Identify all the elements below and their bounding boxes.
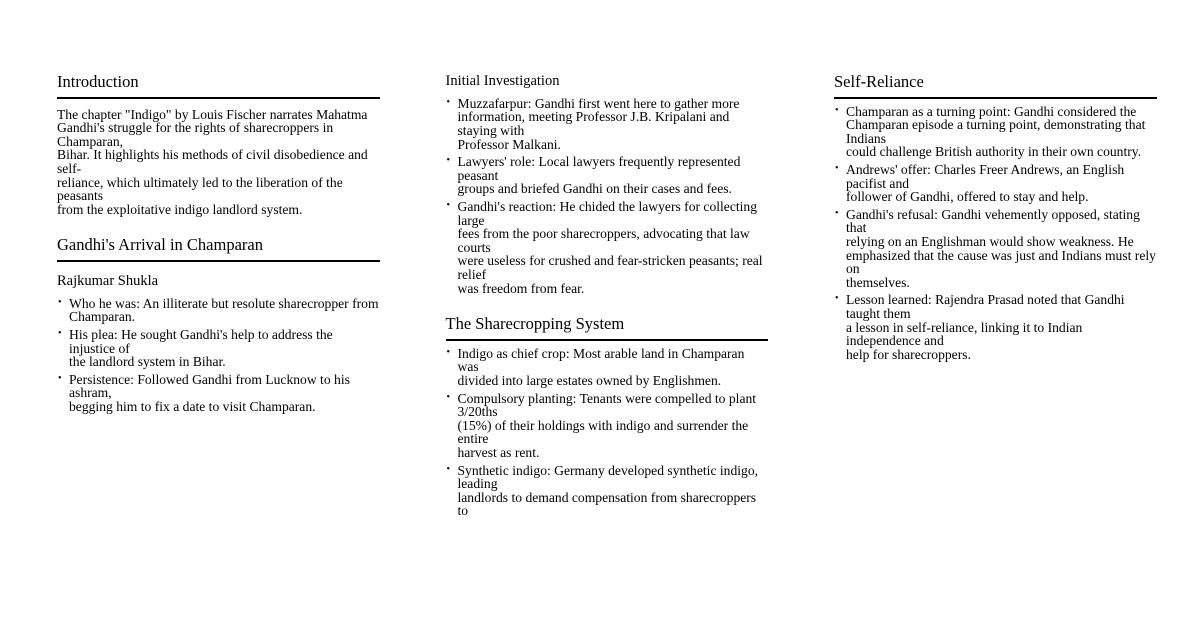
text-line: • Lawyers' role: Local lawyers frequently represented peasant bbox=[457, 154, 741, 183]
section-self-reliance bbox=[834, 72, 1157, 361]
text-line: • Synthetic indigo: Germany developed synthetic indigo, leading bbox=[457, 462, 759, 492]
text-line: a lesson in self-reliance, linking it to Indian independence and bbox=[846, 319, 1083, 349]
list-item bbox=[57, 373, 380, 414]
text-line: were useless for crushed and fear-stricken peasants; real relief bbox=[457, 253, 763, 282]
text-line: • Andrews' offer: Charles Freer Andrews, an English pacifist and bbox=[846, 162, 1125, 191]
text-line: was freedom from fear. bbox=[457, 280, 585, 296]
list-item bbox=[57, 328, 380, 369]
text-line: • His plea: He sought Gandhi's help to address the injustice of bbox=[69, 327, 333, 356]
text-line: emphasized that the cause was just and Indians must rely on bbox=[846, 247, 1156, 277]
section-the-sharecropping-system bbox=[446, 314, 769, 518]
text-line: from the exploitative indigo landlord system. bbox=[57, 201, 303, 217]
text-line: Bihar. It highlights his methods of civil disobedience and self- bbox=[57, 147, 368, 176]
bullet-list bbox=[446, 97, 769, 295]
text-line: • Persistence: Followed Gandhi from Lucknow to his ashram, bbox=[69, 371, 350, 401]
subsection-heading-rajkumar-shukla: Rajkumar Shukla bbox=[57, 273, 159, 289]
text-line: • Indigo as chief crop: Most arable land in Champaran was bbox=[457, 345, 745, 375]
text-line: the landlord system in Bihar. bbox=[69, 354, 226, 370]
subsection-initial-investigation bbox=[446, 72, 769, 295]
text-line: • Compulsory planting: Tenants were compelled to plant 3/20ths bbox=[457, 390, 757, 420]
list-item bbox=[446, 347, 769, 388]
text-line: Gandhi's struggle for the rights of sharecroppers in Champaran, bbox=[57, 120, 334, 149]
list-item bbox=[834, 163, 1157, 204]
text-line: (15%) of their holdings with indigo and surrender the entire bbox=[457, 417, 749, 447]
section-introduction bbox=[57, 72, 380, 216]
list-item bbox=[446, 464, 769, 518]
text-line: reliance, which ultimately led to the liberation of the peasants bbox=[57, 174, 343, 204]
section-gandhis-arrival-in-champaran bbox=[57, 235, 380, 262]
text-line: harvest as rent. bbox=[457, 444, 540, 460]
text-line: • Gandhi's refusal: Gandhi vehemently opposed, stating that bbox=[846, 206, 1140, 236]
text-line: • Muzzafarpur: Gandhi first went here to gather more bbox=[457, 95, 740, 111]
section-heading-gandhis-arrival-in-champaran: Gandhi's Arrival in Champaran bbox=[57, 235, 380, 262]
list-item bbox=[834, 208, 1157, 290]
bullet-list bbox=[57, 297, 380, 414]
text-line: • Who he was: An illiterate but resolute sharecropper from bbox=[69, 295, 379, 311]
text-line: divided into large estates owned by Englishmen. bbox=[457, 372, 722, 388]
section-heading-the-sharecropping-system: The Sharecropping System bbox=[446, 314, 769, 341]
text-line: themselves. bbox=[846, 274, 910, 290]
bullet-list bbox=[834, 105, 1157, 362]
list-item bbox=[834, 105, 1157, 159]
text-line: Champaran episode a turning point, demonstrating that Indians bbox=[846, 117, 1146, 146]
text-line: • Gandhi's reaction: He chided the lawyers for collecting large bbox=[457, 199, 758, 228]
bullet-list bbox=[446, 347, 769, 518]
text-line: groups and briefed Gandhi on their cases and fees. bbox=[457, 181, 732, 197]
document-body bbox=[57, 72, 1156, 626]
list-item bbox=[446, 155, 769, 196]
list-item bbox=[446, 392, 769, 460]
text-line: Professor Malkani. bbox=[457, 136, 561, 152]
text-line: fees from the poor sharecroppers, advocating that law courts bbox=[457, 226, 750, 255]
text-line: Champaran. bbox=[69, 309, 136, 325]
section-heading-self-reliance: Self-Reliance bbox=[834, 72, 1157, 99]
text-line: could challenge British authority in their own country. bbox=[846, 144, 1142, 160]
text-line: relying on an Englishman would show weakness. He bbox=[846, 233, 1134, 249]
list-item bbox=[57, 297, 380, 324]
subsection-heading-initial-investigation: Initial Investigation bbox=[445, 73, 560, 89]
section-heading-introduction: Introduction bbox=[57, 72, 380, 99]
text-line: The chapter "Indigo" by Louis Fischer narrates Mahatma bbox=[57, 106, 368, 122]
text-line: help for sharecroppers. bbox=[846, 346, 971, 362]
text-line: landlords to demand compensation from sharecroppers to bbox=[457, 489, 757, 519]
subsection-rajkumar-shukla bbox=[57, 272, 380, 414]
paragraph-introduction bbox=[57, 108, 380, 217]
list-item bbox=[446, 97, 769, 151]
list-item bbox=[446, 200, 769, 295]
list-item bbox=[834, 293, 1157, 361]
text-line: begging him to fix a date to visit Champaran. bbox=[69, 399, 316, 414]
text-line: follower of Gandhi, offered to stay and help. bbox=[846, 189, 1089, 205]
text-line: • Champaran as a turning point: Gandhi considered the bbox=[846, 103, 1137, 119]
text-line: information, meeting Professor J.B. Kripalani and staying with bbox=[457, 109, 730, 139]
text-line: • Lesson learned: Rajendra Prasad noted that Gandhi taught them bbox=[846, 292, 1125, 321]
